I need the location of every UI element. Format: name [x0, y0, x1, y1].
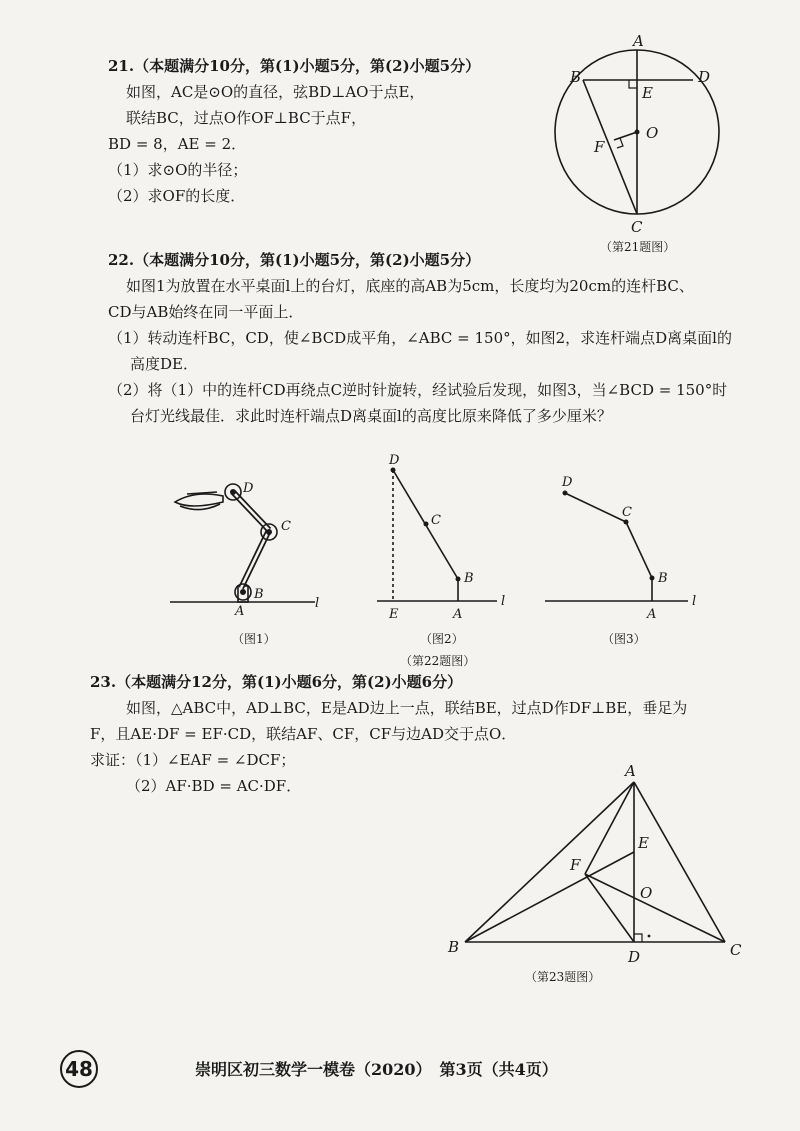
q22-figure1 — [165, 470, 340, 620]
q22-fig3-caption: （图3） — [602, 632, 646, 646]
segment-fd — [585, 874, 634, 942]
svg-text:F: F — [570, 856, 581, 874]
label-d: D — [698, 68, 711, 86]
right-angle-f — [617, 138, 623, 148]
right-angle-e — [629, 80, 637, 88]
q22-part1a: （1）转动连杆BC，CD，使∠BCD成平角，∠ABC = 150°，如图2，求连杆端点D离桌面l的 — [108, 329, 732, 347]
label-e: E — [642, 84, 653, 102]
svg-text:l: l — [315, 596, 320, 611]
label-f: F — [594, 138, 605, 156]
svg-text:B: B — [658, 571, 668, 586]
point-o — [635, 130, 640, 135]
svg-text:A: A — [235, 604, 245, 619]
svg-text:A: A — [453, 607, 463, 622]
lamp-shade — [175, 494, 223, 506]
segment-dc — [565, 493, 626, 522]
label-b: B — [570, 68, 582, 86]
label-o: O — [646, 124, 659, 142]
svg-text:O: O — [640, 884, 653, 902]
q23-line2: F，且AE·DF = EF·CD，联结AF、CF，CF与边AD交于点O． — [90, 725, 517, 743]
q21-part2: （2）求OF的长度． — [108, 187, 246, 205]
svg-text:D: D — [562, 475, 573, 490]
q23-proof1: 求证：（1）∠EAF = ∠DCF； — [90, 751, 296, 769]
segment-of — [614, 132, 637, 140]
segment-af — [585, 782, 634, 874]
q21-part1: （1）求⊙O的半径； — [108, 161, 248, 179]
q21-header: 21.（本题满分10分，第(1)小题5分，第(2)小题5分） — [108, 57, 481, 75]
q22-caption: （第22题图） — [400, 654, 476, 668]
q23-line1: 如图，△ABC中，AD⊥BC，E是AD边上一点，联结BE，过点D作DF⊥BE，垂足为 — [126, 699, 688, 717]
svg-text:A: A — [625, 762, 636, 780]
svg-text:C: C — [431, 513, 441, 528]
svg-text:B: B — [448, 938, 460, 956]
q23-header: 23.（本题满分12分，第(1)小题6分，第(2)小题6分） — [90, 673, 463, 691]
q22-figure2 — [375, 450, 520, 625]
q23-figure — [440, 760, 760, 970]
segment-be — [465, 852, 634, 942]
q22-fig2-caption: （图2） — [420, 632, 464, 646]
label-c: C — [631, 218, 643, 236]
q22-line2: CD与AB始终在同一平面上． — [108, 303, 304, 321]
svg-text:E: E — [389, 607, 399, 622]
q21-line3: BD = 8，AE = 2． — [108, 135, 247, 153]
q23-proof2: （2）AF·BD = AC·DF． — [126, 777, 302, 795]
q21-figure — [550, 32, 740, 240]
side-ac — [634, 782, 725, 942]
segment-cb — [626, 522, 652, 578]
q22-fig1-caption: （图1） — [232, 632, 276, 646]
q22-part2b: 台灯光线最佳．求此时连杆端点D离桌面l的高度比原来降低了多少厘米？ — [130, 407, 612, 425]
q22-figure3 — [540, 470, 705, 625]
svg-text:B: B — [254, 587, 264, 602]
segment-fc — [585, 874, 725, 942]
q21-caption: （第21题图） — [600, 240, 676, 254]
svg-text:C: C — [622, 505, 632, 520]
label-a: A — [633, 32, 644, 50]
svg-text:D: D — [389, 453, 400, 468]
svg-text:D: D — [243, 481, 254, 496]
q21-line2: 联结BC，过点O作OF⊥BC于点F， — [126, 109, 367, 127]
q23-caption: （第23题图） — [525, 970, 601, 984]
svg-text:C: C — [281, 519, 291, 534]
q22-line1: 如图1为放置在水平桌面l上的台灯，底座的高AB为5cm，长度均为20cm的连杆BC、 — [126, 277, 694, 295]
svg-text:l: l — [692, 594, 697, 609]
svg-text:B: B — [464, 571, 474, 586]
q22-header: 22.（本题满分10分，第(1)小题5分，第(2)小题5分） — [108, 251, 481, 269]
segment-bc — [583, 80, 637, 214]
side-ab — [465, 782, 634, 942]
q21-line1: 如图，AC是⊙O的直径，弦BD⊥AO于点E， — [126, 83, 425, 101]
svg-text:E: E — [638, 834, 649, 852]
svg-text:l: l — [501, 594, 506, 609]
svg-text:A: A — [647, 607, 657, 622]
q22-part2a: （2）将（1）中的连杆CD再绕点C逆时针旋转，经试验后发现，如图3，当∠BCD = 150°时 — [108, 381, 728, 399]
footer-text: 崇明区初三数学一模卷（2020） 第3页（共4页） — [195, 1060, 558, 1079]
right-angle-d — [634, 934, 642, 942]
svg-text:C: C — [730, 941, 742, 959]
q22-part1b: 高度DE． — [130, 355, 198, 373]
svg-text:D: D — [628, 948, 641, 966]
page-number-badge: 48 — [60, 1050, 98, 1088]
